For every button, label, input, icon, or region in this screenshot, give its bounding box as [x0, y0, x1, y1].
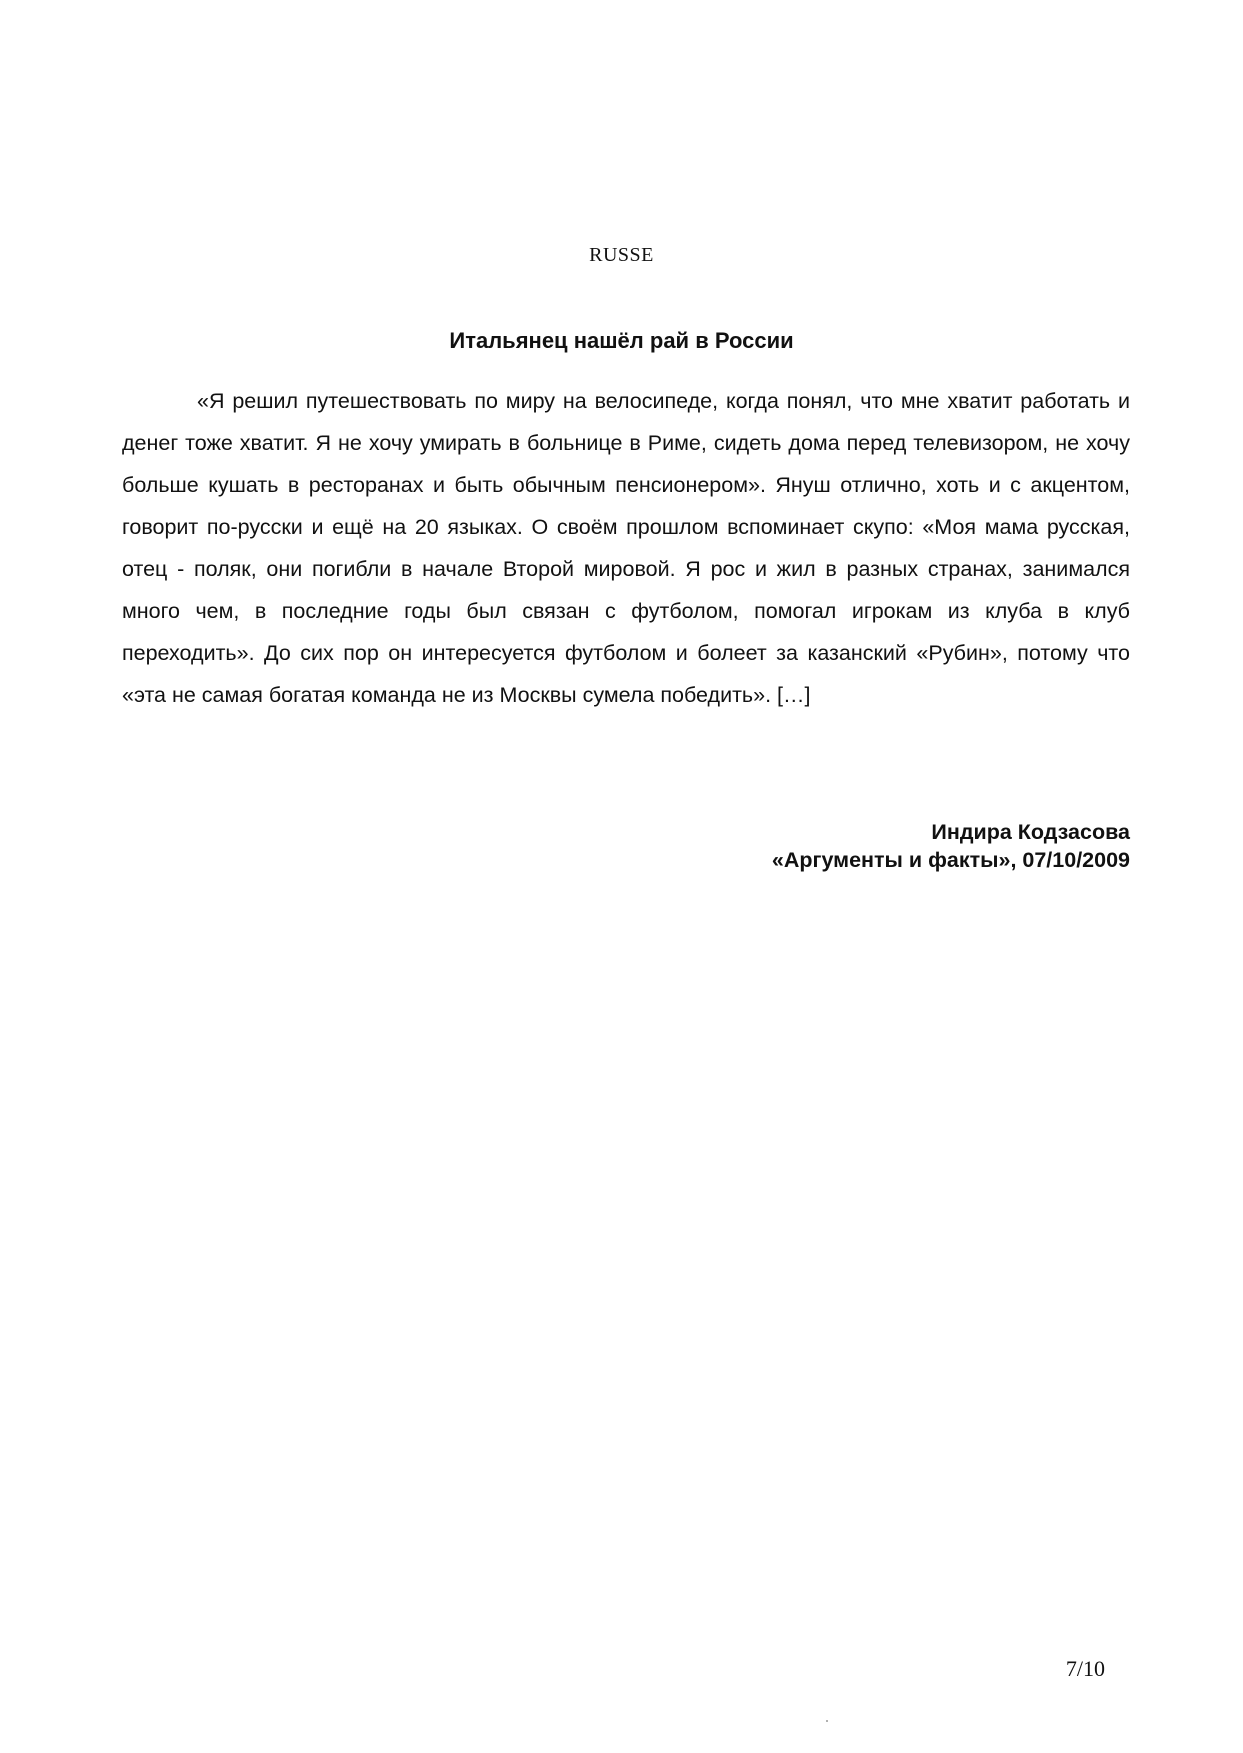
article-title: Итальянец нашёл рай в России — [449, 328, 794, 353]
signature-block — [772, 818, 1130, 874]
source-citation: «Аргументы и факты», 07/10/2009 — [771, 848, 1130, 872]
article-paragraph: «Я решил путешествовать по миру на велосипеде, когда понял, что мне хватит работать и денег тоже хватит. Я не хочу умирать в больнице в Риме, сидеть дома перед телевизором, не хочу больше кушать в ресторанах и быть обычным пенсионером». Януш отлично, хоть и с акцентом, говорит по-русски и ещё на 20 языках. О своём прошлом вспоминает скупо: «Моя мама русская, отец - поляк, они погибли в начале Второй мировой. Я рос и жил в разных странах, занимался много чем, в последние годы был связан с футболом, помогал игрокам из клуба в клуб переходить». До сих пор он интересуется футболом и болеет за казанский «Рубин», потому что «эта не самая богатая команда не из Москвы сумела победить». […] — [122, 389, 1130, 707]
scan-speck — [826, 1720, 828, 1722]
language-label: RUSSE — [589, 244, 654, 266]
author-name: Индира Кодзасова — [931, 820, 1130, 844]
page-number: 7/10 — [1065, 1656, 1105, 1681]
